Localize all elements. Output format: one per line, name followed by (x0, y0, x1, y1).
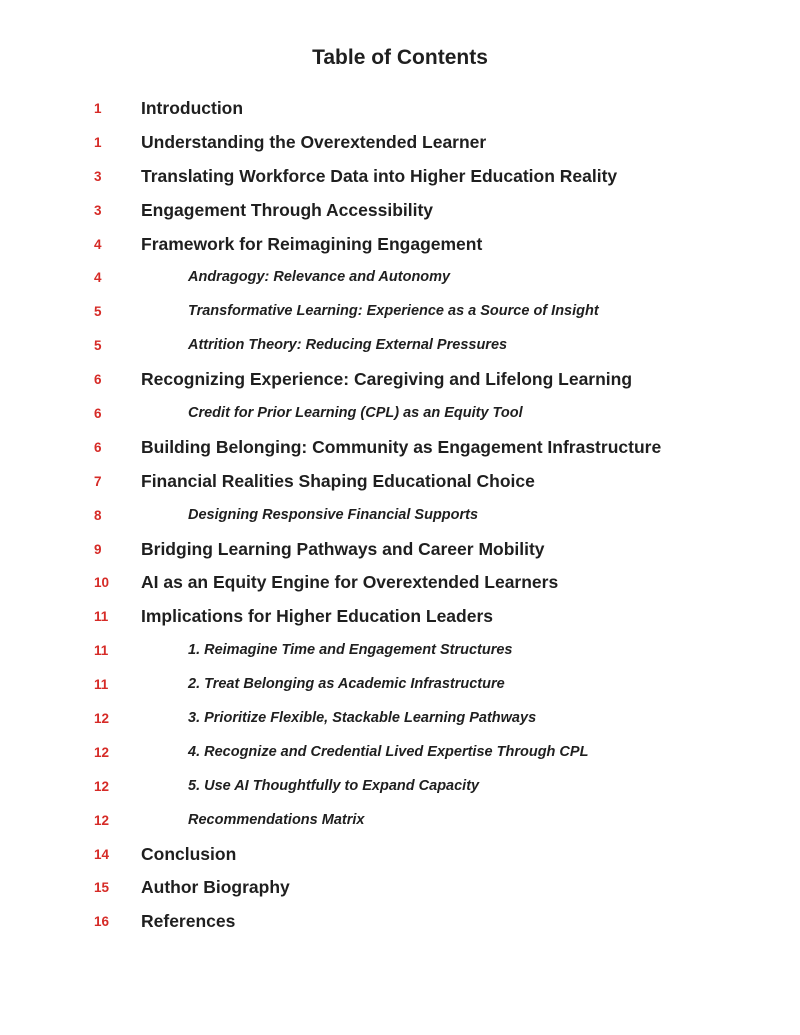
toc-entry-label[interactable]: Engagement Through Accessibility (141, 199, 434, 220)
toc-entry[interactable] (0, 92, 800, 126)
toc-subentry[interactable] (0, 397, 800, 431)
toc-page-number: 16 (94, 914, 110, 930)
toc-entry[interactable] (0, 838, 800, 872)
toc-subentry-label[interactable]: Transformative Learning: Experience as a Source of Insight (188, 303, 599, 320)
toc-entry[interactable] (0, 194, 800, 228)
toc-entry-label[interactable]: Translating Workforce Data into Higher Education Reality (141, 165, 618, 186)
toc-entry-label[interactable]: Author Biography (141, 877, 290, 898)
toc-page-number: 4 (94, 270, 102, 286)
toc-entry-label[interactable]: AI as an Equity Engine for Overextended Learners (141, 572, 559, 593)
toc-page-number: 12 (94, 778, 110, 794)
toc-entry-label[interactable]: Bridging Learning Pathways and Career Mobility (141, 538, 545, 559)
toc-page-number: 9 (94, 541, 102, 557)
toc-page-number: 8 (94, 507, 102, 523)
toc-page-number: 12 (94, 744, 110, 760)
toc-page-number: 1 (94, 101, 102, 116)
toc-subentry[interactable] (0, 804, 800, 838)
toc-entry-label[interactable]: Conclusion (141, 843, 237, 864)
toc-entry[interactable] (0, 533, 800, 567)
toc-page-number: 5 (94, 304, 102, 320)
toc-subentry[interactable] (0, 770, 800, 804)
toc-entry-label[interactable]: Implications for Higher Education Leaders (141, 606, 494, 627)
toc-subentry-label[interactable]: 5. Use AI Thoughtfully to Expand Capacity (188, 777, 480, 794)
toc-page-number: 6 (94, 372, 102, 388)
toc-page-number: 7 (94, 473, 102, 489)
toc-entry[interactable] (0, 905, 800, 939)
toc-page-number: 12 (94, 812, 110, 828)
toc-subentry[interactable] (0, 668, 800, 702)
toc-entry[interactable] (0, 566, 800, 600)
toc-subentry-label[interactable]: 4. Recognize and Credential Lived Expertise Through CPL (188, 743, 589, 760)
toc-entry-label[interactable]: Introduction (141, 98, 244, 118)
toc-subentry-label[interactable]: 1. Reimagine Time and Engagement Structures (188, 642, 513, 659)
toc-page-number: 11 (94, 643, 109, 659)
toc-entry-label[interactable]: Recognizing Experience: Caregiving and Lifelong Learning (141, 369, 633, 390)
toc-page-number: 5 (94, 338, 102, 354)
toc-page-number: 3 (94, 202, 102, 218)
toc-page-number: 15 (94, 880, 110, 896)
toc-subentry-label[interactable]: Attrition Theory: Reducing External Pressures (188, 337, 508, 354)
toc-entry-label[interactable]: Understanding the Overextended Learner (141, 131, 487, 152)
toc-entry[interactable] (0, 600, 800, 634)
toc-subentry-label[interactable]: Designing Responsive Financial Supports (188, 506, 479, 523)
toc-page-number: 6 (94, 439, 102, 455)
toc-entry[interactable] (0, 228, 800, 262)
toc-entry-label[interactable]: Framework for Reimagining Engagement (141, 233, 483, 254)
toc-subentry[interactable] (0, 634, 800, 668)
toc-subentry[interactable] (0, 261, 800, 295)
toc-subentry[interactable] (0, 702, 800, 736)
toc-entry-label[interactable]: References (141, 911, 236, 932)
toc-page-number: 1 (94, 134, 102, 150)
toc-subentry[interactable] (0, 329, 800, 363)
toc-page-number: 11 (94, 677, 109, 693)
toc-entry-label[interactable]: Financial Realities Shaping Educational Choice (141, 470, 535, 491)
toc-page-number: 6 (94, 406, 102, 422)
toc-page-number: 14 (94, 846, 110, 862)
toc-entry[interactable] (0, 465, 800, 499)
toc-subentry[interactable] (0, 499, 800, 533)
toc-entry[interactable] (0, 871, 800, 905)
toc-subentry-label[interactable]: 3. Prioritize Flexible, Stackable Learning Pathways (188, 710, 537, 727)
toc-page-number: 11 (94, 609, 109, 625)
page-title: Table of Contents (312, 46, 488, 69)
toc-page-number: 10 (94, 575, 110, 591)
toc-subentry-label[interactable]: Recommendations Matrix (188, 811, 365, 828)
toc-page-number: 4 (94, 236, 102, 252)
toc-subentry-label[interactable]: Andragogy: Relevance and Autonomy (188, 269, 451, 286)
toc-entry-label[interactable]: Building Belonging: Community as Engagement Infrastructure (141, 436, 662, 457)
toc-subentry-label[interactable]: 2. Treat Belonging as Academic Infrastructure (188, 676, 505, 693)
toc-entry[interactable] (0, 160, 800, 194)
toc-entry[interactable] (0, 363, 800, 397)
toc-subentry-label[interactable]: Credit for Prior Learning (CPL) as an Equity Tool (188, 405, 523, 422)
toc-entry[interactable] (0, 431, 800, 465)
toc-subentry[interactable] (0, 736, 800, 770)
toc-list (0, 92, 800, 939)
toc-subentry[interactable] (0, 295, 800, 329)
toc-page-number: 12 (94, 711, 110, 727)
toc-page-number: 3 (94, 168, 102, 184)
toc-entry[interactable] (0, 126, 800, 160)
